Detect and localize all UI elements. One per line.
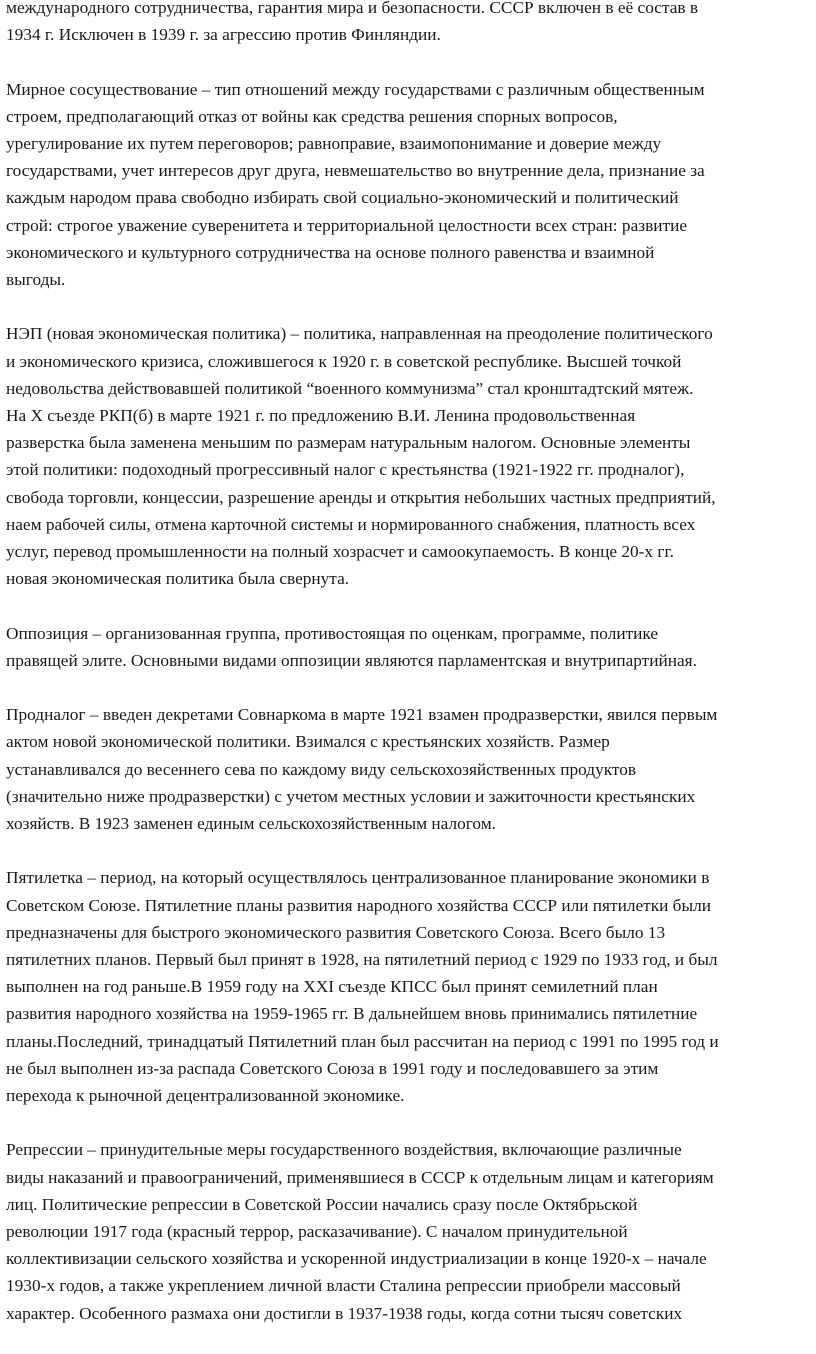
text-line: государствами, учет интересов друг друга, невмешательство во внутренние дела, признание за (6, 161, 705, 181)
text-line: Пятилетка – период, на который осуществлялось централизованное планирование экономики в (6, 868, 710, 888)
paragraph-opposition (6, 620, 816, 674)
text-line: Продналог – введен декретами Совнаркома в марте 1921 взамен продразверстки, явился первым (6, 705, 718, 725)
text-line: хозяйств. В 1923 заменен единым сельскохозяйственным налогом. (6, 814, 497, 834)
text-line: Репрессии – принудительные меры государственного воздействия, включающие различные (6, 1140, 682, 1160)
paragraph-five-year-plan (6, 864, 816, 1109)
text-line: устанавливался до весеннего сева по каждому виду сельскохозяйственных продуктов (6, 759, 637, 779)
text-line: наем рабочей силы, отмена карточной системы и нормированного снабжения, платность всех (6, 514, 696, 534)
text-line: перехода к рыночной децентрализованной экономике. (6, 1086, 405, 1106)
text-line: 1930-х годов, а также укреплением личной власти Сталина репрессии приобрели массовый (6, 1276, 681, 1296)
text-line: лиц. Политические репрессии в Советской России начались сразу после Октябрьской (6, 1194, 638, 1214)
paragraph-prodnalog (6, 701, 816, 837)
text-line: (значительно ниже продразверстки) с учетом местных условии и зажиточности крестьянских (6, 786, 696, 806)
text-line: недовольства действовавшей политикой “военного коммунизма” стал кронштадтский мятеж. (6, 378, 694, 398)
paragraph-repressions (6, 1136, 816, 1326)
text-line: предназначены для быстрого экономического развития Советского Союза. Всего было 13 (6, 922, 666, 942)
text-line: На X съезде РКП(б) в марте 1921 г. по предложению В.И. Ленина продовольственная (6, 406, 636, 426)
text-line: Мирное сосуществование – тип отношений между государствами с различным общественным (6, 79, 705, 99)
text-line: новая экономическая политика была свернута. (6, 569, 350, 589)
text-line: виды наказаний и правоограничений, применявшиеся в СССР к отдельным лицам и категориям (6, 1167, 714, 1187)
text-line: характер. Особенного размаха они достигли в 1937-1938 годы, когда сотни тысяч советских (6, 1303, 683, 1323)
text-line: пятилетних планов. Первый был принят в 1928, на пятилетний период с 1929 по 1933 год, и был (6, 950, 718, 970)
text-line: каждым народом права свободно избирать свой социально-экономический и политический (6, 188, 679, 208)
text-line: строй: строгое уважение суверенитета и территориальной целостности всех стран: развитие (6, 215, 687, 235)
text-line: развития народного хозяйства на 1959-1965 гг. В дальнейшем вновь принимались пятилетние (6, 1004, 698, 1024)
text-line: и экономического кризиса, сложившегося к 1920 г. в советской республике. Высшей точкой (6, 351, 682, 371)
text-line: разверстка была заменена меньшим по размерам натуральным налогом. Основные элементы (6, 433, 691, 453)
text-line: международного сотрудничества, гарантия мира и безопасности. СССР включен в её состав в (6, 0, 699, 17)
text-line: Советском Союзе. Пятилетние планы развития народного хозяйства СССР или пятилетки были (6, 895, 711, 915)
text-line: этой политики: подоходный прогрессивный налог с крестьянства (1921-1922 гг. продналог), (6, 460, 685, 480)
text-line: экономического и культурного сотрудничества на основе полного равенства и взаимной (6, 242, 655, 262)
paragraph-nep (6, 320, 816, 592)
text-line: свобода торговли, концессии, разрешение аренды и открытия небольших частных предприятий, (6, 487, 716, 507)
text-line: НЭП (новая экономическая политика) – политика, направленная на преодоление политического (6, 324, 713, 344)
text-line: не был выполнен из-за распада Советского Союза в 1991 году и последовавшего за этим (6, 1058, 659, 1078)
text-line: актом новой экономической политики. Взимался с крестьянских хозяйств. Размер (6, 732, 610, 752)
text-line: выгоды. (6, 270, 66, 290)
paragraph-peaceful-coexistence (6, 76, 816, 294)
text-line: Оппозиция – организованная группа, противостоящая по оценкам, программе, политике (6, 623, 659, 643)
text-line: выполнен на год раньше.В 1959 году на XXI съезде КПСС был принят семилетний план (6, 977, 658, 997)
text-line: революции 1917 года (красный террор, расказачивание). С началом принудительной (6, 1222, 628, 1242)
text-line: правящей элите. Основными видами оппозиции являются парламентская и внутрипартийная. (6, 650, 697, 670)
text-line: строем, предполагающий отказ от войны как средства решения спорных вопросов, (6, 106, 618, 126)
text-line: планы.Последний, тринадцатый Пятилетний план был рассчитан на период с 1991 по 1995 год и (6, 1031, 719, 1051)
text-line: 1934 г. Исключен в 1939 г. за агрессию против Финляндии. (6, 25, 441, 45)
text-line: услуг, перевод промышленности на полный хозрасчет и самоокупаемость. В конце 20-х гг. (6, 542, 674, 562)
paragraph-league-of-nations (6, 0, 816, 48)
text-line: коллективизации сельского хозяйства и ускоренной индустриализации в конце 1920-х – начале (6, 1249, 707, 1269)
text-line: урегулирование их путем переговоров; равноправие, взаимопонимание и доверие между (6, 134, 662, 153)
